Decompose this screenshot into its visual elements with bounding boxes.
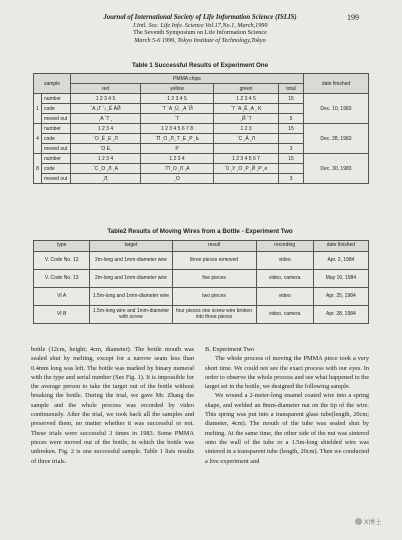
table-cell: video	[256, 252, 313, 270]
table-cell: video, camera	[256, 306, 313, 324]
table2-caption: Table2 Results of Moving Wires from a Bottle - Experiment Two	[107, 228, 293, 235]
page-number: 199	[347, 13, 359, 22]
watermark-logo-icon	[355, 518, 362, 525]
table-cell: five pieces	[172, 270, 256, 288]
table-cell: 1 2 3 4 5	[71, 94, 141, 104]
table-cell: 1 2 3	[214, 124, 279, 134]
table-cell: 5	[279, 114, 304, 124]
table2-header-cell: target	[90, 241, 172, 252]
table-cell: VI A	[34, 288, 90, 306]
left-column-text: bottle (12cm, height; 4cm, diameter). The bottle mouth was sealed shut by melting, except for a narrow seam less than 0.4mm long was left. The bottle was marked by binary numeral with the type and serial number (See Fig. 1). It is impossible for the average person to take the target out of the bottle without breaking the bottle. During the trial, we gave Mr. Zhang the sample and the whole process was recorded by video continuously. After the trial, we took back all the samples and preserved them, no matter whether it was successful or not. These trials were successful 3 times in 1983. Some PMMA pieces were moved out of the bottle, in which the bottle was unbroken. Fig. 2 is one successful sample. Table 1 lists results of three trials.	[31, 346, 194, 465]
table-cell: ˇO ¸Ё ¸E ¸Л	[71, 134, 141, 144]
table1-sample-header: sample	[34, 74, 71, 94]
table-cell: ˇC ¸Ä ¸Л	[214, 134, 279, 144]
table1-green-header: green	[214, 84, 279, 94]
table1-date-header: date finished	[304, 74, 369, 94]
table-cell: 15	[279, 154, 304, 164]
table-cell: May 10, 1984	[313, 270, 368, 288]
journal-title: Journal of International Society of Life Information Science (ISLIS)	[103, 14, 297, 21]
venue-line: March 5-6 1999, Tokyo Institute of Technology,Tokyo	[134, 36, 266, 44]
table-cell: ˇП ¸О ¸Л ¸Т ¸Е ¸Р ¸Ь	[141, 134, 214, 144]
watermark: X博士	[355, 517, 381, 526]
table-cell: video, camera	[256, 270, 313, 288]
right-column	[205, 345, 369, 466]
table-cell: 1 2 3 4	[71, 124, 141, 134]
sample-id: 1	[34, 94, 42, 124]
table1-pmma-header: PMMA chips	[71, 74, 304, 84]
table-cell	[279, 164, 304, 174]
table2-header-cell: result	[172, 241, 256, 252]
paragraph-2: We wound a 2-meter-long enamel coated wire into a spring shape, and welded an 8mm-diameter nut on the tip of the wire. This spring was put into a transparent glass tube(length, 20cm; diameter, 4cm). The mouth of the tube was sealed shut by melting. At the same time, the other side of the nut was sintered onto the wall of the tube or a 1.5m-long shielded wire was sintered in a transparent tube (length, 20cm). Then we conducted a live experiment and	[205, 392, 369, 465]
table2-header-cell: type	[34, 241, 90, 252]
row-label: number	[41, 154, 70, 164]
row-label: moved out	[41, 114, 70, 124]
table-cell: Apr. 2, 1984	[313, 252, 368, 270]
table-cell: 2m-long and 1mm-diameter wire	[90, 270, 172, 288]
row-label: number	[41, 94, 70, 104]
table-cell: 1.5m-long and 1mm-diameter wire	[90, 288, 172, 306]
date-finished: Dec. 30, 1983	[304, 154, 369, 184]
table-cell: P	[141, 144, 214, 154]
table-cell	[214, 174, 279, 184]
table-cell: 1 2 3 4 5 6 7	[214, 154, 279, 164]
row-label: code	[41, 104, 70, 114]
table2-row	[34, 270, 369, 288]
table-cell: 15	[279, 124, 304, 134]
table-cell: 1 2 3 4 5	[214, 94, 279, 104]
table-cell: four pieces one screw wire broken into three pieces	[172, 306, 256, 324]
table2-row	[34, 306, 369, 324]
table-cell: ¸Л,	[71, 174, 141, 184]
table-cell: VI B	[34, 306, 90, 324]
table-cell: 1 2 3 4	[141, 154, 214, 164]
table-cell: 1 2 3 4 5 6 7 8	[141, 124, 214, 134]
row-label: code	[41, 164, 70, 174]
table-cell: 3	[279, 174, 304, 184]
table-cell: ˇ0 ¸У ¸O ¸P ¸Й ¸P ¸e	[214, 164, 279, 174]
table-cell: ¸A ˇT ¸	[71, 114, 141, 124]
table-cell: ¸O	[141, 174, 214, 184]
table-cell: 15	[279, 94, 304, 104]
row-label: number	[41, 124, 70, 134]
table-cell: 1.5m-long wire and 1mm-diameter with screw	[90, 306, 172, 324]
table-cell: V. Code No. 13	[34, 270, 90, 288]
table-cell: ˇП ¸O ¸Л ¸A	[141, 164, 214, 174]
table-cell: V. Code No. 12	[34, 252, 90, 270]
sample-id: 4	[34, 124, 42, 154]
table-cell: ¸Й ˇT	[214, 114, 279, 124]
table-cell: three pieces removed	[172, 252, 256, 270]
table1	[33, 73, 369, 184]
table-cell: 1 2 3 4 5	[141, 94, 214, 104]
table-cell: ˇA ¡T ˇ¡ ¸Ё ÄЙ	[71, 104, 141, 114]
table2-header-cell: date finished	[313, 241, 368, 252]
table-cell: 3	[279, 144, 304, 154]
row-label: moved out	[41, 144, 70, 154]
table-cell: ˇT ˇA ¸Ё ¸A ¸ K	[214, 104, 279, 114]
table-cell	[279, 104, 304, 114]
date-finished: Dec. 28, 1983	[304, 124, 369, 154]
table1-row	[34, 124, 369, 134]
table1-row	[34, 94, 369, 104]
row-label: code	[41, 134, 70, 144]
table1-caption: Table 1 Successful Results of Experiment One	[131, 62, 269, 69]
table-cell: ˇO E,	[71, 144, 141, 154]
table1-red-header: red	[71, 84, 141, 94]
table-cell: Apr. 28, 1984	[313, 306, 368, 324]
table-cell: two pieces	[172, 288, 256, 306]
running-header	[40, 14, 360, 44]
table-cell: ˇT	[141, 114, 214, 124]
table-cell	[214, 144, 279, 154]
table2	[33, 240, 369, 324]
table1-yellow-header: yellow	[141, 84, 214, 94]
paragraph-1: The whole process of moving the PMMA piece took a very short time. We could not see the exact process with our eyes. In order to observe the whole process and see what happened to the target set in the bottle, we designed the following sample.	[205, 355, 369, 391]
section-heading: B. Experiment Two	[205, 346, 255, 353]
table-cell: ˇT ˇA ¸Ü, ¸A ˇЙ	[141, 104, 214, 114]
table1-row	[34, 154, 369, 164]
row-label: moved out	[41, 174, 70, 184]
symposium-line: The Seventh Symposium on Life Information Science	[133, 29, 267, 37]
table-cell: Apr. 25, 1984	[313, 288, 368, 306]
table2-row	[34, 288, 369, 306]
table-cell: video	[256, 288, 313, 306]
table-cell: 1 2 3 4	[71, 154, 141, 164]
table1-total-header: total	[279, 84, 304, 94]
table2-row	[34, 252, 369, 270]
table-cell: ˇC ¸O ¸Л ¸A	[71, 164, 141, 174]
table-cell	[279, 134, 304, 144]
date-finished: Dec. 10, 1983	[304, 94, 369, 124]
volume-line: J.Intl. Soc. Life Info. Science Vol.17,No.1, March,1999	[132, 21, 268, 29]
table1-body	[34, 94, 369, 184]
table-cell: 2m-long and 1mm-diameter wire	[90, 252, 172, 270]
sample-id: 8	[34, 154, 42, 184]
table2-header-cell: recording	[256, 241, 313, 252]
